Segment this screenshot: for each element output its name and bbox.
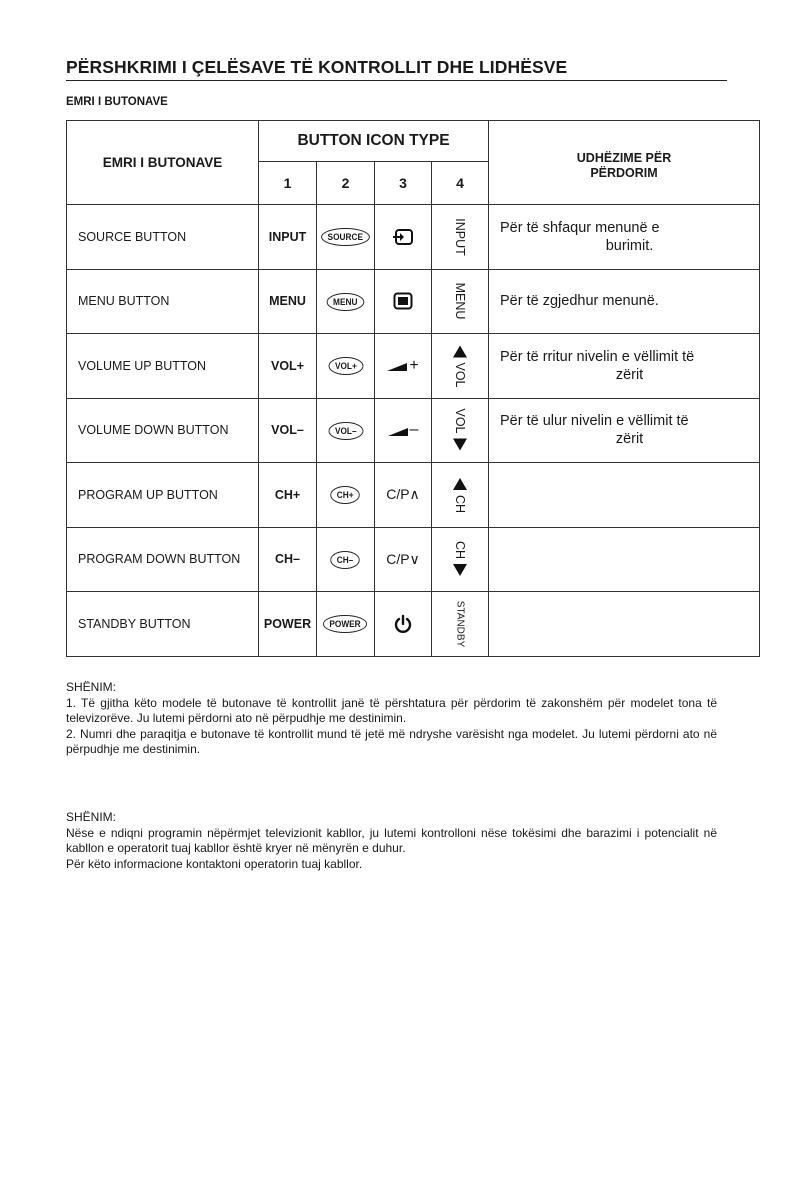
note-heading: SHËNIM: <box>66 810 117 824</box>
row-type4: VOL <box>432 334 489 399</box>
row-type1: MENU <box>259 269 317 334</box>
table-row <box>67 592 760 657</box>
header-col-1: 1 <box>259 162 317 205</box>
row-type4: CH <box>432 527 489 592</box>
table-row <box>67 269 760 334</box>
table-row <box>67 334 760 399</box>
row-name: PROGRAM UP BUTTON <box>67 463 259 528</box>
row-name: MENU BUTTON <box>67 269 259 334</box>
power-oval-icon: POWER <box>317 592 375 657</box>
row-type1: POWER <box>259 592 317 657</box>
row-name: SOURCE BUTTON <box>67 205 259 270</box>
row-name: VOLUME UP BUTTON <box>67 334 259 399</box>
row-instructions: Për të rritur nivelin e vëllimit të zërit <box>489 334 760 399</box>
row-type1: CH+ <box>259 463 317 528</box>
menu-square-icon <box>375 269 432 334</box>
row-instructions <box>489 592 760 657</box>
row-instructions: Për të shfaqur menunë e burimit. <box>489 205 760 270</box>
note-block-2 <box>66 810 717 872</box>
table-row <box>67 398 760 463</box>
header-col-4: 4 <box>432 162 489 205</box>
row-instructions <box>489 527 760 592</box>
page-title: PËRSHKRIMI I ÇELËSAVE TË KONTROLLIT DHE LIDHËSVE <box>66 57 568 77</box>
volume-up-icon: + <box>375 334 432 399</box>
row-instructions: Për të zgjedhur menunë. <box>489 269 760 334</box>
ch-up-oval-icon: CH+ <box>317 463 375 528</box>
note-item-2: 2. Numri dhe paraqitja e butonave të kontrollit mund të jetë më ndryshe varësisht nga modelet. Ju lutemi përdorni ato në përpudhje me destinimin. <box>66 726 717 756</box>
title-divider <box>66 80 727 81</box>
vol-up-oval-icon: VOL+ <box>317 334 375 399</box>
header-col-3: 3 <box>375 162 432 205</box>
row-type1: VOL– <box>259 398 317 463</box>
power-icon <box>375 592 432 657</box>
header-button-name: EMRI I BUTONAVE <box>67 121 259 205</box>
row-type4: VOL <box>432 398 489 463</box>
table-row <box>67 205 760 270</box>
row-name: PROGRAM DOWN BUTTON <box>67 527 259 592</box>
row-name: STANDBY BUTTON <box>67 592 259 657</box>
note-block-1 <box>66 680 717 758</box>
note-text: Për këto informacione kontaktoni operatorin tuaj kabllor. <box>66 856 363 871</box>
table-row <box>67 463 760 528</box>
row-instructions <box>489 463 760 528</box>
menu-oval-icon: MENU <box>317 269 375 334</box>
row-type1: INPUT <box>259 205 317 270</box>
table-row <box>67 527 760 592</box>
row-type4: CH <box>432 463 489 528</box>
row-type3: C/P∧ <box>375 463 432 528</box>
note-text: Nëse e ndiqni programin nëpërmjet televizionit kabllor, ju lutemi kontrolloni nëse tokësimi dhe barazimi i potencialit në kabllon e operatorit tuaj kabllor është kryer në mënyrën e duhur. <box>66 825 717 855</box>
row-type4: STANDBY <box>432 592 489 657</box>
vol-down-oval-icon: VOL– <box>317 398 375 463</box>
row-instructions: Për të ulur nivelin e vëllimit të zërit <box>489 398 760 463</box>
source-oval-icon: SOURCE <box>317 205 375 270</box>
note-item-1: 1. Të gjitha këto modele të butonave të kontrollit janë të përshtatura për përdorim të zakonshëm për modelet tona të televizorëve. Ju lutemi përdorni ato në përpudhje me destinimin. <box>66 695 717 725</box>
row-name: VOLUME DOWN BUTTON <box>67 398 259 463</box>
row-type1: CH– <box>259 527 317 592</box>
row-type4: MENU <box>432 269 489 334</box>
ch-down-oval-icon: CH– <box>317 527 375 592</box>
section-subtitle: EMRI I BUTONAVE <box>66 96 168 108</box>
header-col-2: 2 <box>317 162 375 205</box>
button-table <box>66 120 760 657</box>
row-type4: INPUT <box>432 205 489 270</box>
header-instructions: UDHËZIME PËR PËRDORIM <box>489 121 760 205</box>
volume-down-icon: – <box>375 398 432 463</box>
note-heading: SHËNIM: <box>66 680 117 694</box>
input-source-icon <box>375 205 432 270</box>
header-icon-type: BUTTON ICON TYPE <box>259 121 489 162</box>
row-type3: C/P∨ <box>375 527 432 592</box>
row-type1: VOL+ <box>259 334 317 399</box>
